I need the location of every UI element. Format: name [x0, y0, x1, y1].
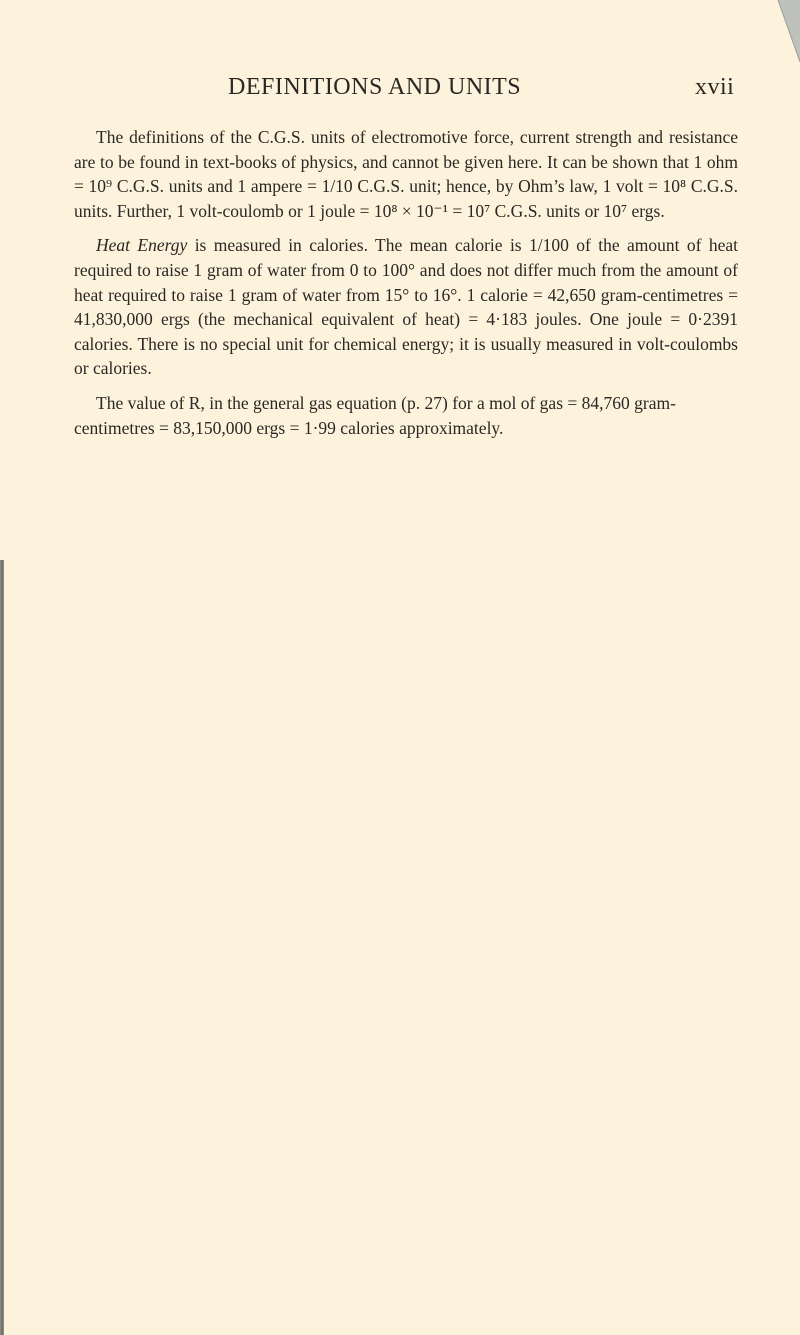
page-header [0, 74, 800, 106]
body-text [74, 125, 738, 450]
running-head: DEFINITIONS AND UNITS [228, 74, 522, 100]
paragraph-electrical-units: The definitions of the C.G.S. units of electromotive force, current strength and resistance are to be found in text-books of physics, and cannot be given here. It can be shown that 1 ohm = 10⁹ C.G.S. units and 1 ampere = 1/10 C.G.S. unit; hence, by Ohm’s law, 1 volt = 10⁸ C.G.S. units. Further, 1 volt-coulomb or 1 joule = 10⁸ × 10⁻¹ = 10⁷ C.G.S. units or 10⁷ ergs. [74, 127, 738, 221]
paragraph-gas-constant: The value of R, in the general gas equation (p. 27) for a mol of gas = 84,760 gram-centimetres = 83,150,000 ergs = 1·99 calories approximately. [74, 392, 676, 438]
paragraph-heat-energy-text: is measured in calories. The mean calorie is 1/100 of the amount of heat required to raise 1 gram of water from 0 to 100° and does not differ much from the amount of heat required to raise 1 gram of water from 15° to 16°. 1 calorie = 42,650 gram-centimetres = 41,830,000 ergs (the mechanical equivalent of heat) = 4·183 joules. One joule = 0·2391 calories. There is no special unit for chemical energy; it is usually measured in volt-coulombs or calories. [74, 235, 738, 379]
paragraph-heat-energy [74, 233, 738, 381]
page-number: xvii [695, 74, 735, 100]
term-heat-energy: Heat Energy [96, 235, 188, 256]
